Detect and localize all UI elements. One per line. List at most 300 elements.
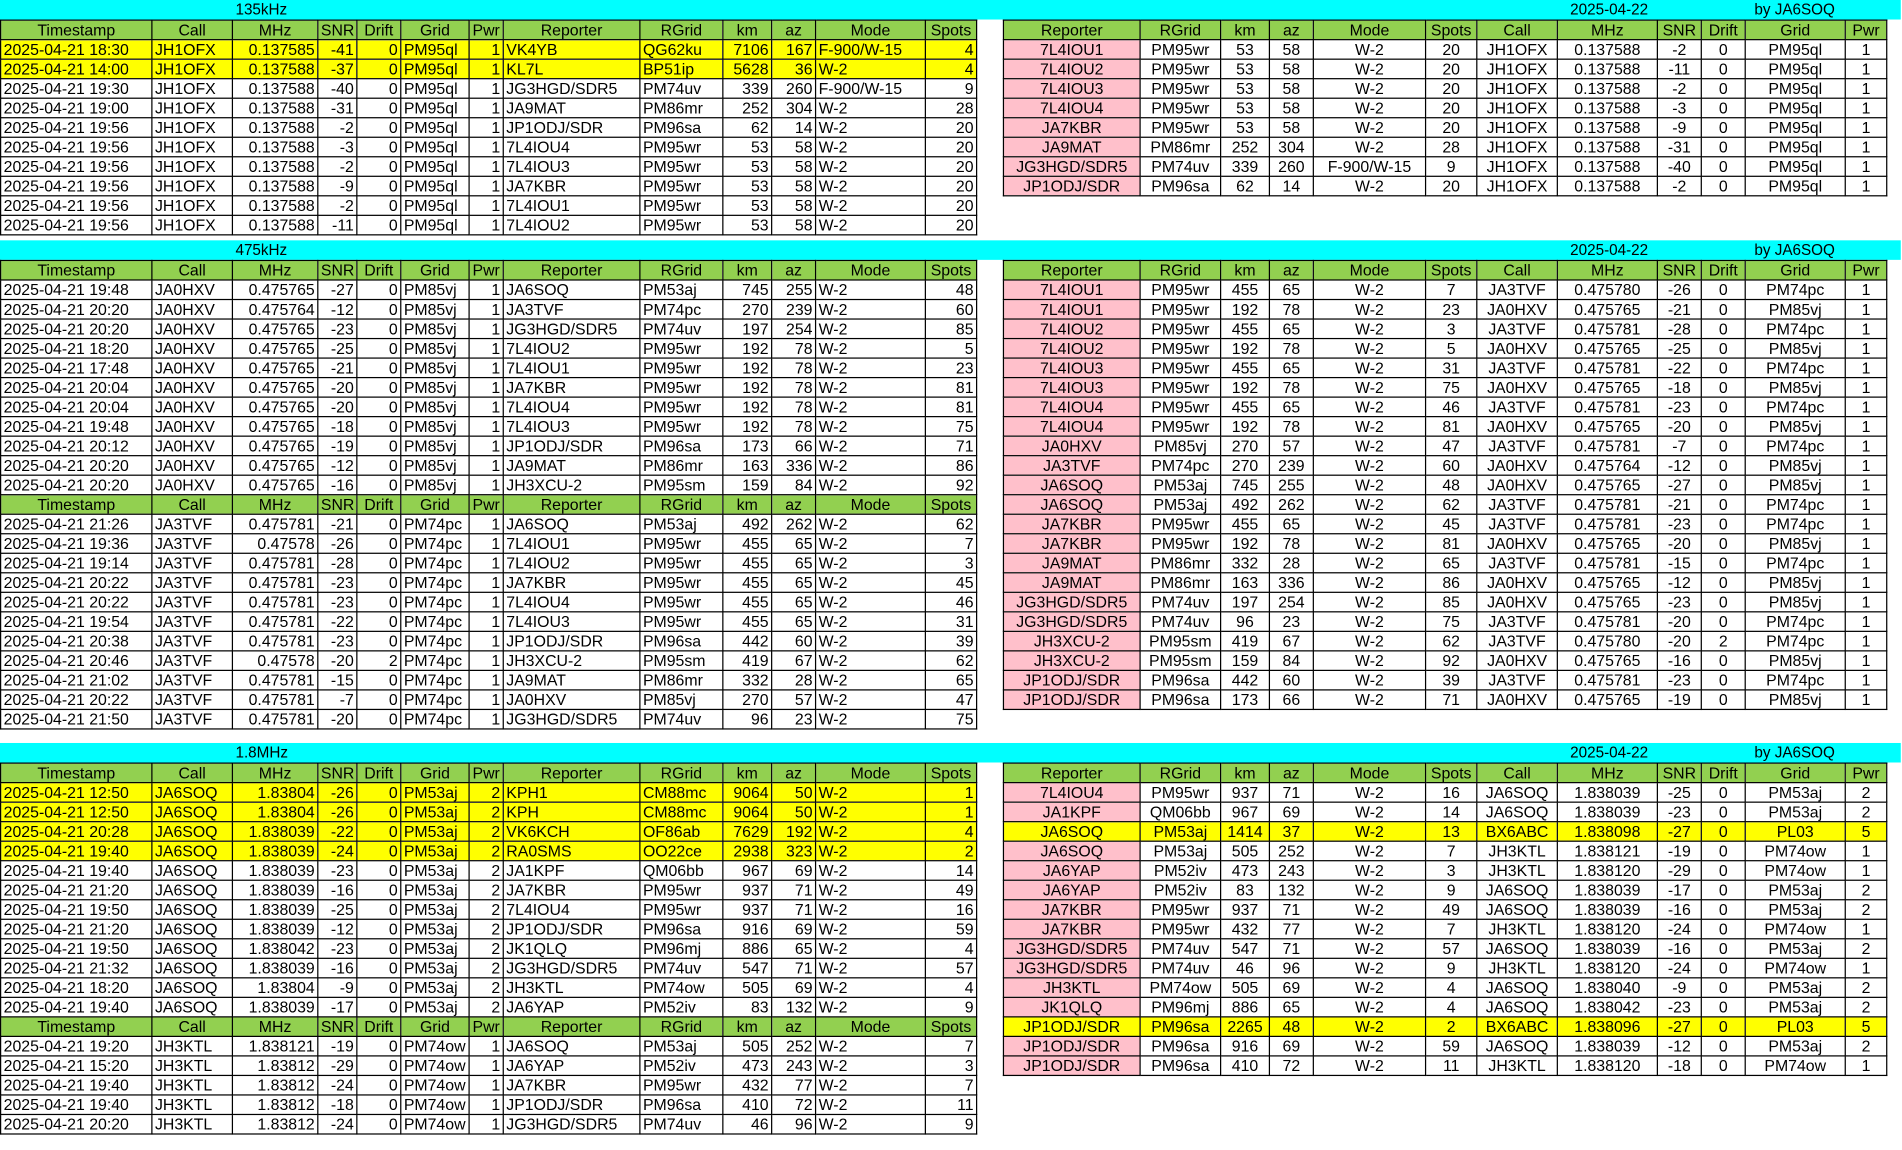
table-cell: F-900/W-15 [816, 40, 926, 60]
table-cell: 2025-04-21 20:20 [1, 300, 152, 320]
table-cell: PM74uv [640, 79, 723, 99]
table-cell: 252 [772, 1036, 816, 1056]
column-header-pwr: Pwr [1845, 20, 1886, 40]
table-cell: PM96sa [640, 1095, 723, 1115]
table-cell: 0.137588 [1557, 118, 1657, 138]
table-cell: 0 [357, 397, 401, 417]
table-cell: PM53aj [640, 514, 723, 534]
table-cell: 2025-04-21 19:54 [1, 612, 152, 632]
table-cell: JH3KTL [152, 1036, 233, 1056]
table-cell: 2 [469, 802, 503, 822]
table-cell: PM85vj [401, 475, 469, 495]
table-cell: -23 [318, 319, 357, 339]
table-cell: 1 [1845, 861, 1886, 881]
table-cell: JG3HGD/SDR5 [503, 79, 640, 99]
table-cell: 53 [723, 157, 772, 177]
table-cell: 0 [1701, 118, 1745, 138]
table-cell: 0 [357, 1075, 401, 1095]
table-cell: PM53aj [401, 802, 469, 822]
table-cell: 304 [772, 98, 816, 118]
table-cell: 886 [723, 939, 772, 959]
table-cell: JA7KBR [503, 378, 640, 398]
table-cell: JA0HXV [152, 417, 233, 437]
table-cell: PM85vj [1745, 573, 1845, 593]
table-cell: PM96mj [640, 939, 723, 959]
table-cell: 0.137588 [232, 79, 317, 99]
table-row [1003, 378, 1886, 398]
table-cell: W-2 [1313, 118, 1425, 138]
table-cell: 2025-04-21 19:56 [1, 215, 152, 235]
table-cell: 2025-04-21 20:46 [1, 651, 152, 671]
table-cell: JA6SOQ [152, 861, 233, 881]
table-cell: JH1OFX [1477, 59, 1558, 79]
table-cell: JA3TVF [1477, 553, 1558, 573]
band-label: 475kHz [235, 241, 288, 259]
table-cell: -20 [318, 378, 357, 398]
table-cell: W-2 [816, 783, 926, 803]
column-header-mode: Mode [816, 260, 926, 280]
column-header-pwr: Pwr [469, 1017, 503, 1037]
table-cell: 2025-04-21 19:00 [1, 98, 152, 118]
table-cell: 4 [1426, 978, 1477, 998]
table-cell: PM86mr [1140, 573, 1221, 593]
table-cell: 1.838039 [232, 919, 317, 939]
table-cell: 0 [1701, 1017, 1745, 1037]
table-cell: 20 [925, 137, 976, 157]
table-cell: 2025-04-21 21:20 [1, 919, 152, 939]
table-cell: OF86ab [640, 822, 723, 842]
table-cell: 1 [1845, 157, 1886, 177]
table-cell: PM74pc [1745, 612, 1845, 632]
table-cell: PM95ql [401, 118, 469, 138]
column-header-km: km [1221, 20, 1270, 40]
table-row [1, 215, 977, 235]
table-cell: -25 [1657, 339, 1701, 359]
table-cell: 45 [1426, 514, 1477, 534]
table-cell: JA0HXV [1477, 456, 1558, 476]
table-cell: 7 [1426, 280, 1477, 300]
table-cell: JA6SOQ [1477, 1036, 1558, 1056]
table-cell: 1 [1845, 300, 1886, 320]
table-cell: 9064 [723, 802, 772, 822]
table-cell: 1 [469, 98, 503, 118]
spots-table-1-8mhz-by-call [0, 763, 977, 1135]
column-header-mode: Mode [816, 1017, 926, 1037]
table-cell: -20 [1657, 534, 1701, 554]
column-header-rgrid: RGrid [1140, 763, 1221, 783]
table-row [1, 319, 977, 339]
table-cell: PM74pc [1745, 514, 1845, 534]
column-header-mhz: MHz [1557, 20, 1657, 40]
table-cell: W-2 [1313, 631, 1425, 651]
table-cell: 45 [925, 573, 976, 593]
column-header-spots: Spots [1426, 20, 1477, 40]
table-cell: PM74uv [640, 958, 723, 978]
table-cell: JA1KPF [503, 861, 640, 881]
table-cell: W-2 [1313, 783, 1425, 803]
table-cell: PM96sa [1140, 1036, 1221, 1056]
table-cell: 66 [772, 436, 816, 456]
table-cell: 69 [772, 861, 816, 881]
table-cell: 745 [1221, 475, 1270, 495]
table-cell: 967 [1221, 802, 1270, 822]
table-cell: -41 [318, 40, 357, 60]
table-cell: 2 [357, 651, 401, 671]
table-cell: PM74pc [401, 573, 469, 593]
table-cell: JA0HXV [152, 456, 233, 476]
table-cell: 1.838039 [232, 997, 317, 1017]
table-cell: 2 [469, 861, 503, 881]
table-row [1003, 300, 1886, 320]
table-cell: 304 [1269, 137, 1313, 157]
table-cell: PM74uv [1140, 157, 1221, 177]
table-cell: 0 [1701, 573, 1745, 593]
table-cell: -18 [318, 1095, 357, 1115]
table-cell: 0 [1701, 900, 1745, 920]
table-cell: BX6ABC [1477, 1017, 1558, 1037]
table-cell: 14 [925, 861, 976, 881]
table-cell: 3 [1426, 861, 1477, 881]
table-cell: QM06bb [640, 861, 723, 881]
table-cell: PM53aj [1745, 1036, 1845, 1056]
table-cell: 7 [1426, 919, 1477, 939]
table-cell: PM95wr [640, 397, 723, 417]
table-cell: 1 [469, 709, 503, 729]
table-cell: JA6SOQ [152, 802, 233, 822]
table-cell: W-2 [816, 1075, 926, 1095]
column-header-snr: SNR [318, 20, 357, 40]
table-header-row [1003, 260, 1886, 280]
table-cell: W-2 [816, 358, 926, 378]
table-cell: 1.838042 [1557, 997, 1657, 1017]
table-cell: 0.475781 [1557, 670, 1657, 690]
table-cell: 7L4IOU2 [503, 215, 640, 235]
table-cell: 7L4IOU1 [503, 196, 640, 216]
table-cell: 1.83812 [232, 1056, 317, 1076]
table-cell: 0 [357, 514, 401, 534]
table-cell: JA7KBR [503, 880, 640, 900]
table-cell: 1 [469, 631, 503, 651]
table-cell: JA7KBR [1003, 900, 1140, 920]
table-cell: JA7KBR [503, 1075, 640, 1095]
table-cell: 62 [1426, 631, 1477, 651]
table-row [1003, 280, 1886, 300]
table-row [1, 196, 977, 216]
table-cell: JH1OFX [1477, 98, 1558, 118]
table-cell: 1 [1845, 456, 1886, 476]
table-cell: 23 [772, 709, 816, 729]
table-cell: JH3KTL [152, 1114, 233, 1134]
table-cell: 916 [723, 919, 772, 939]
table-row [1, 802, 977, 822]
table-cell: 192 [1221, 339, 1270, 359]
table-cell: PM85vj [1745, 378, 1845, 398]
table-cell: 77 [1269, 919, 1313, 939]
table-cell: 2 [1845, 783, 1886, 803]
table-cell: 0.475781 [1557, 436, 1657, 456]
table-cell: 71 [772, 880, 816, 900]
table-row [1003, 651, 1886, 671]
table-cell: JA3TVF [1477, 612, 1558, 632]
table-cell: JA6SOQ [1477, 978, 1558, 998]
table-cell: 2025-04-21 19:36 [1, 534, 152, 554]
table-cell: PM74pc [1745, 280, 1845, 300]
table-cell: -9 [318, 176, 357, 196]
table-cell: 0 [357, 900, 401, 920]
table-cell: PM95sm [1140, 631, 1221, 651]
table-cell: 0 [1701, 978, 1745, 998]
table-row [1, 40, 977, 60]
table-row [1003, 436, 1886, 456]
table-cell: JA6SOQ [503, 514, 640, 534]
table-cell: 69 [1269, 802, 1313, 822]
column-header-call: Call [1477, 260, 1558, 280]
table-cell: 2025-04-21 19:14 [1, 553, 152, 573]
table-cell: 7L4IOU4 [1003, 783, 1140, 803]
table-cell: -7 [1657, 436, 1701, 456]
column-header-km: km [1221, 260, 1270, 280]
table-cell: -15 [1657, 553, 1701, 573]
table-cell: PM95ql [401, 79, 469, 99]
table-cell: -20 [1657, 417, 1701, 437]
table-cell: W-2 [1313, 300, 1425, 320]
table-cell: W-2 [816, 300, 926, 320]
table-cell: W-2 [816, 631, 926, 651]
table-cell: PM95wr [1140, 534, 1221, 554]
table-cell: PM95wr [640, 358, 723, 378]
table-cell: PM53aj [401, 880, 469, 900]
table-cell: 0 [1701, 157, 1745, 177]
table-cell: 2025-04-21 20:20 [1, 456, 152, 476]
table-cell: 2025-04-21 19:48 [1, 417, 152, 437]
table-cell: 58 [772, 215, 816, 235]
table-cell: 332 [723, 670, 772, 690]
table-cell: 1.838039 [232, 880, 317, 900]
table-cell: 0 [357, 378, 401, 398]
table-cell: 0.475765 [232, 436, 317, 456]
table-cell: PM74pc [401, 651, 469, 671]
column-header-az: az [772, 1017, 816, 1037]
table-cell: JA3TVF [1477, 319, 1558, 339]
table-cell: BX6ABC [1477, 822, 1558, 842]
table-cell: 16 [1426, 783, 1477, 803]
column-header-timestamp: Timestamp [1, 20, 152, 40]
table-cell: 60 [1269, 670, 1313, 690]
table-cell: 0.475781 [1557, 397, 1657, 417]
table-cell: 65 [1269, 280, 1313, 300]
table-cell: JA0HXV [1477, 417, 1558, 437]
table-cell: 72 [772, 1095, 816, 1115]
column-header-pwr: Pwr [469, 763, 503, 783]
table-cell: W-2 [816, 118, 926, 138]
table-cell: 71 [772, 900, 816, 920]
table-cell: 0.137588 [1557, 98, 1657, 118]
table-cell: JA0HXV [1477, 651, 1558, 671]
table-cell: 0.475781 [1557, 495, 1657, 515]
table-cell: 7L4IOU3 [503, 157, 640, 177]
table-cell: PM95wr [1140, 118, 1221, 138]
table-cell: 0.137588 [232, 215, 317, 235]
table-cell: 1.838039 [1557, 880, 1657, 900]
table-cell: -20 [1657, 612, 1701, 632]
table-row [1003, 339, 1886, 359]
column-header-drift: Drift [357, 20, 401, 40]
column-header-grid: Grid [1745, 763, 1845, 783]
table-cell: PM85vj [401, 397, 469, 417]
table-cell: 2025-04-21 20:22 [1, 690, 152, 710]
table-cell: VK4YB [503, 40, 640, 60]
table-cell: PM74pc [401, 631, 469, 651]
table-cell: 65 [1269, 319, 1313, 339]
table-cell: -22 [318, 822, 357, 842]
table-cell: PM53aj [401, 783, 469, 803]
table-cell: PM74uv [1140, 612, 1221, 632]
table-cell: 2 [1845, 880, 1886, 900]
table-cell: -23 [318, 939, 357, 959]
column-header-km: km [723, 260, 772, 280]
table-cell: 2 [925, 841, 976, 861]
column-header-rgrid: RGrid [640, 20, 723, 40]
table-cell: -23 [318, 573, 357, 593]
table-cell: 0.47578 [232, 651, 317, 671]
table-cell: 0 [1701, 958, 1745, 978]
table-row [1003, 137, 1886, 157]
table-cell: JG3HGD/SDR5 [503, 709, 640, 729]
table-cell: PM95wr [1140, 280, 1221, 300]
table-cell: -26 [318, 783, 357, 803]
table-cell: 0.475781 [1557, 612, 1657, 632]
table-row [1, 573, 977, 593]
table-cell: PM95wr [640, 157, 723, 177]
table-cell: 77 [772, 1075, 816, 1095]
table-row [1003, 319, 1886, 339]
table-cell: W-2 [1313, 495, 1425, 515]
table-cell: PM85vj [1140, 436, 1221, 456]
table-cell: 20 [1426, 118, 1477, 138]
table-cell: 547 [723, 958, 772, 978]
table-cell: 1.838121 [232, 1036, 317, 1056]
table-cell: 0.475764 [1557, 456, 1657, 476]
table-cell: 937 [1221, 900, 1270, 920]
table-cell: -12 [318, 456, 357, 476]
table-cell: W-2 [1313, 670, 1425, 690]
table-cell: 0.137588 [1557, 79, 1657, 99]
table-cell: 0 [357, 534, 401, 554]
table-cell: 1 [1845, 631, 1886, 651]
table-row [1, 1075, 977, 1095]
column-header-km: km [723, 1017, 772, 1037]
table-cell: PM74ow [401, 1075, 469, 1095]
table-cell: 0 [357, 670, 401, 690]
table-cell: -25 [318, 900, 357, 920]
table-cell: JK1QLQ [503, 939, 640, 959]
column-header-reporter: Reporter [503, 495, 640, 515]
table-cell: PM95wr [640, 612, 723, 632]
table-cell: 0.475781 [232, 690, 317, 710]
table-row [1, 98, 977, 118]
column-header-spots: Spots [925, 763, 976, 783]
table-cell: -26 [318, 802, 357, 822]
table-cell: 4 [925, 978, 976, 998]
table-row [1003, 900, 1886, 920]
table-row [1003, 631, 1886, 651]
column-header-mode: Mode [1313, 763, 1425, 783]
table-cell: 20 [925, 176, 976, 196]
table-cell: 23 [1269, 612, 1313, 632]
table-cell: 0.475781 [1557, 514, 1657, 534]
table-cell: PM95wr [640, 553, 723, 573]
table-row [1, 939, 977, 959]
table-cell: 0 [1701, 339, 1745, 359]
table-cell: 1.838120 [1557, 919, 1657, 939]
table-cell: JA6SOQ [1477, 939, 1558, 959]
table-cell: W-2 [1313, 456, 1425, 476]
table-cell: -24 [1657, 958, 1701, 978]
table-cell: 0 [357, 319, 401, 339]
table-cell: 1.83804 [232, 783, 317, 803]
table-cell: 0 [1701, 40, 1745, 60]
column-header-rgrid: RGrid [640, 763, 723, 783]
table-row [1003, 98, 1886, 118]
table-cell: 2025-04-21 19:56 [1, 118, 152, 138]
table-cell: JP1ODJ/SDR [1003, 670, 1140, 690]
table-cell: 0 [1701, 495, 1745, 515]
table-cell: 0 [357, 919, 401, 939]
table-cell: PM53aj [401, 939, 469, 959]
table-cell: 0 [1701, 98, 1745, 118]
table-cell: 0.475781 [232, 514, 317, 534]
table-cell: PM74uv [1140, 939, 1221, 959]
table-cell: 2 [1701, 631, 1745, 651]
table-cell: W-2 [1313, 958, 1425, 978]
table-cell: 2 [469, 978, 503, 998]
table-cell: -9 [1657, 118, 1701, 138]
table-cell: 192 [723, 397, 772, 417]
table-cell: 0.475765 [1557, 690, 1657, 710]
table-cell: 96 [1269, 958, 1313, 978]
table-cell: 0 [1701, 79, 1745, 99]
table-cell: JA3TVF [152, 592, 233, 612]
table-row [1, 1036, 977, 1056]
table-cell: 173 [723, 436, 772, 456]
table-cell: PM85vj [1745, 300, 1845, 320]
table-cell: 1 [925, 783, 976, 803]
table-cell: 49 [1426, 900, 1477, 920]
spots-table-135khz-by-reporter [1003, 20, 1888, 197]
table-cell: JA3TVF [152, 612, 233, 632]
table-cell: JA6SOQ [152, 822, 233, 842]
table-cell: 7L4IOU4 [503, 900, 640, 920]
table-cell: 1 [469, 215, 503, 235]
table-cell: 7L4IOU2 [1003, 59, 1140, 79]
table-cell: 1 [1845, 98, 1886, 118]
table-cell: 2025-04-21 20:28 [1, 822, 152, 842]
table-cell: -3 [318, 137, 357, 157]
column-header-mode: Mode [816, 763, 926, 783]
table-cell: PM95sm [640, 651, 723, 671]
table-cell: PM53aj [1745, 880, 1845, 900]
table-cell: 71 [1269, 939, 1313, 959]
table-row [1003, 573, 1886, 593]
table-cell: JA3TVF [152, 709, 233, 729]
table-cell: PM96sa [640, 919, 723, 939]
table-cell: 65 [772, 573, 816, 593]
table-cell: 65 [925, 670, 976, 690]
table-cell: 9 [1426, 880, 1477, 900]
table-cell: W-2 [816, 1095, 926, 1115]
table-cell: 455 [723, 553, 772, 573]
table-cell: PM95ql [1745, 59, 1845, 79]
